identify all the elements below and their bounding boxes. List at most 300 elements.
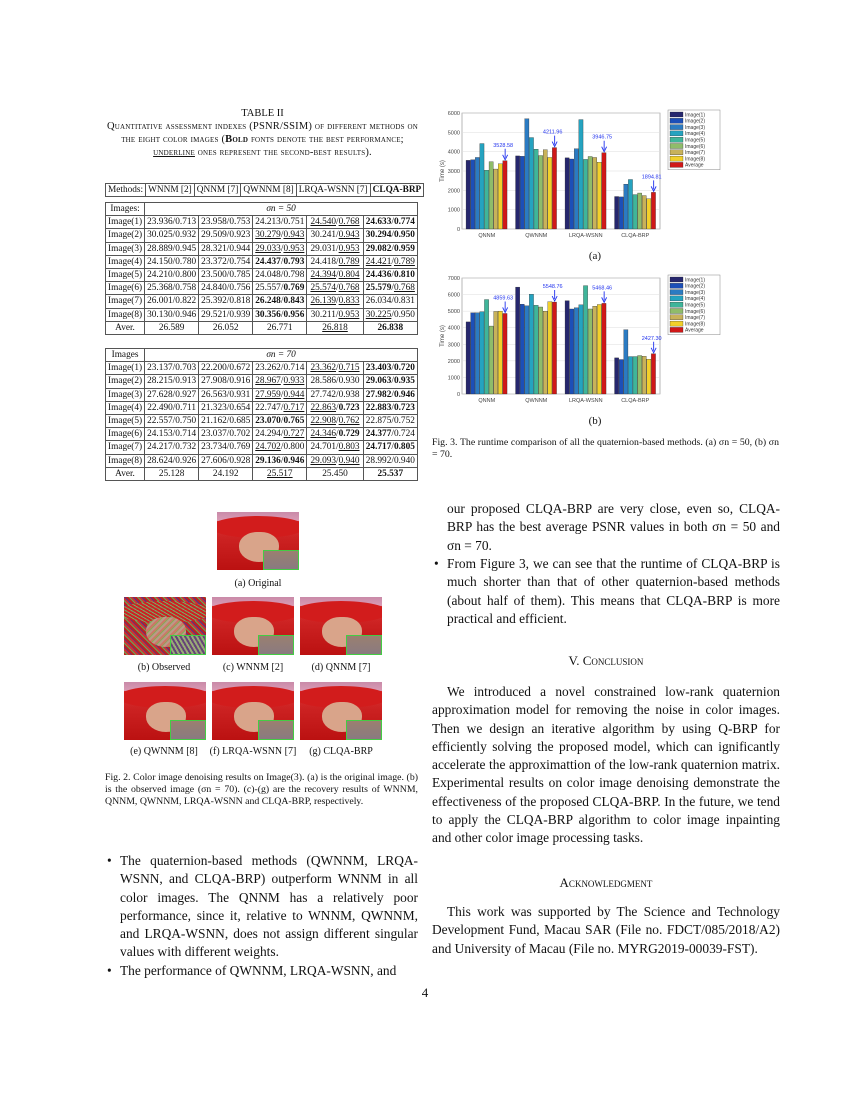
cell-value: 24.377 bbox=[365, 429, 392, 440]
cell-value: 23.070 bbox=[255, 416, 281, 427]
cell-value: 24.213 bbox=[255, 217, 281, 228]
cell-value: 23.372 bbox=[201, 256, 227, 267]
bar-average bbox=[503, 313, 507, 394]
cell-value: 0.715 bbox=[338, 363, 360, 374]
legend-label: Image(6) bbox=[685, 143, 706, 150]
table-cell bbox=[253, 388, 307, 401]
method-header bbox=[296, 184, 370, 197]
table-cell bbox=[363, 362, 417, 375]
cell-value: 0.769 bbox=[283, 283, 305, 294]
cell-value: 0.943 bbox=[338, 230, 360, 241]
cell-value: 28.321 bbox=[201, 243, 227, 254]
cell-value: 0.950 bbox=[393, 230, 415, 241]
table-cell bbox=[307, 388, 363, 401]
table-cell bbox=[253, 375, 307, 388]
table-cell bbox=[145, 282, 199, 295]
cell-value: 25.579 bbox=[365, 283, 392, 294]
fig3-caption: Fig. 3. The runtime comparison of all the quaternion-based methods. (a) σn = 50, (b) σn = 70. bbox=[432, 437, 779, 460]
cell-value: 26.248 bbox=[255, 296, 281, 307]
table-cell bbox=[307, 295, 363, 308]
table-cell bbox=[363, 242, 417, 255]
y-tick-label: 6000 bbox=[447, 292, 460, 299]
cell-value: 24.633 bbox=[365, 217, 392, 228]
bar-image8 bbox=[548, 302, 552, 394]
legend-label: Image(4) bbox=[685, 296, 706, 303]
table-cell bbox=[253, 441, 307, 454]
x-tick-label: QNNM bbox=[478, 233, 496, 239]
table-cell bbox=[199, 401, 253, 414]
cell-value: 26.771 bbox=[267, 322, 293, 333]
cell-value: 27.606 bbox=[201, 455, 227, 466]
table-cell bbox=[363, 268, 417, 281]
bar-image2 bbox=[619, 360, 623, 394]
table-cell bbox=[145, 428, 199, 441]
sigma-label: σn = 70 bbox=[145, 349, 418, 362]
y-tick-label: 0 bbox=[456, 227, 460, 233]
separator: / bbox=[280, 256, 284, 267]
row-label: Image(1) bbox=[106, 216, 145, 229]
separator: / bbox=[226, 442, 230, 453]
table-cell bbox=[145, 268, 199, 281]
row-label: Image(2) bbox=[106, 375, 145, 388]
cell-value: 0.789 bbox=[393, 256, 415, 267]
separator: / bbox=[226, 296, 230, 307]
table-cell bbox=[307, 308, 363, 321]
separator: / bbox=[336, 296, 339, 307]
bar-image4 bbox=[579, 120, 583, 229]
table-cell bbox=[253, 268, 307, 281]
table-cell bbox=[199, 454, 253, 467]
separator: / bbox=[226, 416, 230, 427]
bar-image3 bbox=[624, 330, 628, 394]
bar-average bbox=[552, 302, 556, 394]
table-cell bbox=[363, 375, 417, 388]
table-cell bbox=[145, 362, 199, 375]
table-cell bbox=[363, 308, 417, 321]
chart-b-subcaption: (b) bbox=[588, 415, 602, 427]
cell-value: 27.959 bbox=[255, 389, 281, 400]
legend-label: Image(5) bbox=[685, 302, 706, 309]
bar-image4 bbox=[480, 144, 484, 229]
table-cell bbox=[307, 321, 363, 334]
cell-value: 24.717 bbox=[365, 442, 392, 453]
caption-part: ones represent the second-best results). bbox=[194, 147, 372, 158]
table-cell bbox=[253, 362, 307, 375]
method-header bbox=[241, 184, 296, 197]
bar-image3 bbox=[574, 149, 578, 229]
separator: / bbox=[280, 283, 284, 294]
cell-value: 24.840 bbox=[201, 283, 227, 294]
cell-value: 27.908 bbox=[201, 376, 227, 387]
bar-image4 bbox=[529, 138, 533, 229]
cell-value: 28.215 bbox=[147, 376, 173, 387]
cell-value: 24.217 bbox=[147, 442, 173, 453]
table-cell bbox=[307, 428, 363, 441]
cell-value: 0.928 bbox=[229, 455, 251, 466]
table-cell bbox=[145, 216, 199, 229]
separator: / bbox=[336, 283, 339, 294]
bar-image5 bbox=[633, 195, 637, 229]
cell-value: 22.490 bbox=[147, 402, 173, 413]
cell-value: 28.586 bbox=[310, 376, 337, 387]
row-label: Image(3) bbox=[106, 388, 145, 401]
table-header bbox=[105, 183, 424, 197]
bar-image6 bbox=[539, 156, 543, 229]
image-lrqa-wsnn bbox=[212, 682, 294, 740]
separator: / bbox=[280, 402, 284, 413]
cell-value: 22.875 bbox=[365, 416, 392, 427]
bar-image2 bbox=[471, 313, 475, 394]
separator: / bbox=[172, 442, 176, 453]
subcaption-a: (a) Original bbox=[234, 578, 282, 589]
header-row bbox=[106, 184, 424, 197]
cell-value: 0.843 bbox=[283, 296, 305, 307]
table-cell bbox=[145, 229, 199, 242]
cell-value: 30.025 bbox=[147, 230, 173, 241]
average-annotation: 1894.81 bbox=[641, 174, 662, 181]
separator: / bbox=[226, 270, 230, 281]
cell-value: 0.810 bbox=[393, 270, 415, 281]
table-cell bbox=[199, 268, 253, 281]
cell-value: 0.723 bbox=[393, 402, 415, 413]
caption-part: Quantitative assessment indexes (PSNR/SSIM) of different methods on the eight color images ( bbox=[106, 121, 419, 145]
separator: / bbox=[391, 442, 394, 453]
x-tick-label: QWNNM bbox=[525, 398, 548, 404]
y-tick-label: 6000 bbox=[447, 111, 460, 117]
bar-image6 bbox=[539, 307, 543, 394]
bar-image3 bbox=[475, 313, 479, 394]
table-cell bbox=[253, 414, 307, 427]
legend-label: Image(2) bbox=[685, 283, 706, 290]
cell-value: 0.717 bbox=[283, 402, 305, 413]
subcaption-b: (b) Observed bbox=[137, 662, 191, 673]
separator: / bbox=[391, 376, 394, 387]
image-clqa-brp bbox=[300, 682, 382, 740]
cell-value: 0.753 bbox=[229, 217, 251, 228]
y-tick-label: 2000 bbox=[447, 188, 460, 195]
cell-value: 25.574 bbox=[310, 283, 337, 294]
cell-value: 0.769 bbox=[229, 442, 251, 453]
cell-value: 0.720 bbox=[393, 363, 415, 374]
separator: / bbox=[226, 283, 230, 294]
method-header bbox=[146, 184, 195, 197]
bar-image3 bbox=[624, 184, 628, 229]
table-row bbox=[106, 229, 418, 242]
cell-value: 0.793 bbox=[283, 256, 305, 267]
table-cell bbox=[145, 308, 199, 321]
table-cell bbox=[307, 401, 363, 414]
bar-image1 bbox=[565, 158, 569, 229]
bar-image7 bbox=[642, 196, 646, 229]
cell-value: 0.926 bbox=[175, 455, 197, 466]
y-tick-label: 4000 bbox=[447, 325, 460, 332]
cell-value: 28.624 bbox=[147, 455, 173, 466]
bar-image4 bbox=[579, 305, 583, 394]
x-tick-label: QNNM bbox=[478, 398, 496, 404]
table-cell bbox=[363, 388, 417, 401]
cell-value: 0.950 bbox=[393, 309, 415, 320]
table-cell bbox=[199, 216, 253, 229]
separator: / bbox=[172, 376, 176, 387]
chart-a-subcaption: (a) bbox=[588, 250, 602, 262]
table-cell bbox=[253, 229, 307, 242]
row-label: Aver. bbox=[106, 467, 145, 480]
cell-value: 25.368 bbox=[147, 283, 173, 294]
table-cell bbox=[363, 255, 417, 268]
table-cell bbox=[199, 362, 253, 375]
bar-image4 bbox=[480, 312, 484, 394]
cell-value: 0.765 bbox=[283, 416, 305, 427]
legend-label: Image(2) bbox=[685, 118, 706, 125]
table-cell bbox=[199, 295, 253, 308]
y-axis-label: Time (s) bbox=[440, 325, 446, 347]
row-label: Image(7) bbox=[106, 295, 145, 308]
table-cell bbox=[363, 428, 417, 441]
table-cell bbox=[363, 401, 417, 414]
table-row bbox=[106, 242, 418, 255]
table-row bbox=[106, 441, 418, 454]
legend-label: Image(3) bbox=[685, 289, 706, 296]
cell-value: 0.702 bbox=[229, 429, 251, 440]
table-cell bbox=[363, 441, 417, 454]
cell-value: 26.563 bbox=[201, 389, 227, 400]
separator: / bbox=[172, 217, 176, 228]
separator: / bbox=[391, 283, 394, 294]
cell-value: 30.356 bbox=[255, 309, 281, 320]
bar-image5 bbox=[484, 300, 488, 394]
table-cell bbox=[145, 375, 199, 388]
cell-value: 27.742 bbox=[310, 389, 337, 400]
cell-value: 28.889 bbox=[147, 243, 173, 254]
legend-swatch bbox=[670, 277, 683, 282]
cell-value: 24.150 bbox=[147, 256, 173, 267]
cell-value: 0.831 bbox=[393, 296, 415, 307]
bullet-item: • From Figure 3, we can see that the runtime of CLQA-BRP is much shorter than that of other quaternion-based methods (about half of them). This means that CLQA-BRP is more practical and efficient. bbox=[432, 555, 780, 628]
cell-value: 23.936 bbox=[147, 217, 173, 228]
y-tick-label: 5000 bbox=[447, 130, 460, 137]
table-caption bbox=[105, 107, 420, 159]
cell-value: 29.136 bbox=[255, 455, 281, 466]
image-wnnm bbox=[212, 597, 294, 655]
separator: / bbox=[391, 256, 394, 267]
average-annotation: 4859.63 bbox=[493, 295, 514, 302]
method-header bbox=[194, 184, 241, 197]
separator: / bbox=[172, 283, 176, 294]
legend-swatch bbox=[670, 302, 683, 307]
cell-value: 0.833 bbox=[338, 296, 360, 307]
bar-image3 bbox=[475, 157, 479, 229]
cell-value: 0.930 bbox=[338, 376, 360, 387]
separator: / bbox=[391, 416, 394, 427]
caption-part: underline bbox=[153, 147, 195, 158]
legend-swatch bbox=[670, 296, 683, 301]
separator: / bbox=[336, 402, 339, 413]
table-cell bbox=[307, 362, 363, 375]
x-tick-label: CLQA-BRP bbox=[621, 398, 650, 404]
table-cell bbox=[253, 401, 307, 414]
table-cell bbox=[253, 242, 307, 255]
average-annotation: 5548.76 bbox=[542, 284, 563, 291]
cell-value: 0.751 bbox=[283, 217, 305, 228]
cell-value: 0.946 bbox=[175, 309, 197, 320]
separator: / bbox=[226, 230, 230, 241]
y-tick-label: 3000 bbox=[447, 169, 460, 175]
separator: / bbox=[280, 217, 284, 228]
separator: / bbox=[226, 402, 230, 413]
cell-value: 25.450 bbox=[322, 468, 348, 479]
cell-value: 0.713 bbox=[175, 217, 197, 228]
separator: / bbox=[280, 442, 284, 453]
separator: / bbox=[226, 243, 230, 254]
table-row bbox=[106, 401, 418, 414]
average-annotation: 3946.75 bbox=[592, 134, 613, 141]
separator: / bbox=[391, 296, 394, 307]
legend-swatch bbox=[670, 309, 683, 314]
bar-image4 bbox=[628, 357, 632, 394]
separator: / bbox=[336, 270, 339, 281]
row-label: Image(8) bbox=[106, 454, 145, 467]
bar-image2 bbox=[471, 160, 475, 229]
subcaption-g: (g) CLQA-BRP bbox=[309, 746, 373, 757]
cell-value: 0.935 bbox=[393, 376, 415, 387]
separator: / bbox=[172, 416, 176, 427]
legend-label: Image(7) bbox=[685, 150, 706, 157]
cell-value: 26.001 bbox=[147, 296, 173, 307]
table-cell bbox=[253, 321, 307, 334]
row-label: Image(3) bbox=[106, 242, 145, 255]
average-annotation: 3528.58 bbox=[493, 142, 514, 149]
bar-image2 bbox=[619, 197, 623, 229]
table-row bbox=[106, 268, 418, 281]
cell-value: 24.346 bbox=[310, 429, 337, 440]
cell-value: 21.162 bbox=[201, 416, 227, 427]
row-label: Aver. bbox=[106, 321, 145, 334]
separator: / bbox=[172, 429, 176, 440]
table-cell bbox=[363, 467, 417, 480]
legend-label: Image(4) bbox=[685, 131, 706, 138]
table-cell bbox=[145, 454, 199, 467]
runtime-chart-a bbox=[435, 105, 735, 240]
separator: / bbox=[280, 270, 284, 281]
table-cell bbox=[145, 255, 199, 268]
separator: / bbox=[336, 442, 339, 453]
table-cell bbox=[145, 295, 199, 308]
cell-value: 23.037 bbox=[201, 429, 227, 440]
cell-value: 22.200 bbox=[201, 363, 227, 374]
separator: / bbox=[280, 363, 284, 374]
row-label: Image(4) bbox=[106, 255, 145, 268]
cell-value: 30.241 bbox=[310, 230, 337, 241]
bar-image5 bbox=[583, 286, 587, 394]
cell-value: 0.727 bbox=[283, 429, 305, 440]
y-axis-label: Time (s) bbox=[440, 160, 446, 182]
cell-value: 26.589 bbox=[158, 322, 185, 333]
cell-value: 0.946 bbox=[283, 455, 305, 466]
bar-image6 bbox=[588, 157, 592, 230]
image-observed bbox=[124, 597, 206, 655]
cell-value: 0.752 bbox=[393, 416, 415, 427]
average-annotation: 2427.30 bbox=[641, 335, 662, 342]
legend-label: Average bbox=[685, 327, 704, 334]
cell-value: 0.953 bbox=[338, 309, 360, 320]
table-cell bbox=[307, 255, 363, 268]
table-cell bbox=[145, 388, 199, 401]
bar-image6 bbox=[489, 162, 493, 229]
cell-value: 0.729 bbox=[338, 429, 360, 440]
method-name: LRQA-WSNN [7] bbox=[298, 185, 368, 196]
cell-value: 23.362 bbox=[310, 363, 337, 374]
cell-value: 0.768 bbox=[338, 283, 360, 294]
table-cell bbox=[307, 375, 363, 388]
table-cell bbox=[199, 375, 253, 388]
runtime-chart-b bbox=[435, 270, 735, 405]
separator: / bbox=[226, 256, 230, 267]
cell-value: 0.931 bbox=[229, 389, 251, 400]
sigma-row bbox=[106, 203, 418, 216]
table-cell bbox=[253, 255, 307, 268]
bar-image2 bbox=[520, 156, 524, 229]
cell-value: 0.654 bbox=[229, 402, 251, 413]
separator: / bbox=[336, 429, 339, 440]
legend-swatch bbox=[670, 162, 683, 167]
cell-value: 0.953 bbox=[283, 243, 305, 254]
subcaption-e: (e) QWNNM [8] bbox=[130, 746, 198, 757]
cell-value: 29.521 bbox=[201, 309, 227, 320]
bar-image1 bbox=[516, 287, 520, 394]
cell-value: 0.822 bbox=[175, 296, 197, 307]
separator: / bbox=[391, 243, 394, 254]
cell-value: 0.946 bbox=[393, 389, 415, 400]
cell-value: 24.048 bbox=[255, 270, 281, 281]
separator: / bbox=[391, 270, 394, 281]
bar-image8 bbox=[597, 162, 601, 229]
bar-average bbox=[602, 153, 606, 229]
cell-value: 26.034 bbox=[365, 296, 392, 307]
bar-image1 bbox=[615, 197, 619, 229]
bar-image2 bbox=[570, 309, 574, 394]
bar-image8 bbox=[597, 305, 601, 394]
table-cell bbox=[145, 414, 199, 427]
legend-label: Image(8) bbox=[685, 321, 706, 328]
cell-value: 26.139 bbox=[310, 296, 337, 307]
cell-value: 0.685 bbox=[229, 416, 251, 427]
table-cell bbox=[199, 414, 253, 427]
table-block-sigma-50 bbox=[105, 202, 418, 335]
legend-swatch bbox=[670, 315, 683, 320]
cell-value: 0.923 bbox=[229, 230, 251, 241]
legend-label: Image(5) bbox=[685, 137, 706, 144]
cell-value: 0.800 bbox=[175, 270, 197, 281]
table-number: TABLE II bbox=[241, 108, 284, 119]
cell-value: 0.933 bbox=[283, 376, 305, 387]
bar-image5 bbox=[534, 149, 538, 229]
separator: / bbox=[226, 309, 230, 320]
bar-image6 bbox=[638, 193, 642, 229]
bar-image1 bbox=[615, 358, 619, 394]
separator: / bbox=[391, 230, 394, 241]
cell-value: 0.703 bbox=[175, 363, 197, 374]
cell-value: 28.967 bbox=[255, 376, 281, 387]
method-name: WNNM [2] bbox=[148, 185, 192, 196]
separator: / bbox=[172, 309, 176, 320]
cell-value: 22.863 bbox=[310, 402, 337, 413]
table-row bbox=[106, 216, 418, 229]
legend-swatch bbox=[670, 290, 683, 295]
cell-value: 0.944 bbox=[229, 243, 251, 254]
bar-image8 bbox=[498, 164, 502, 229]
separator: / bbox=[391, 363, 394, 374]
page-number: 4 bbox=[421, 985, 429, 1000]
